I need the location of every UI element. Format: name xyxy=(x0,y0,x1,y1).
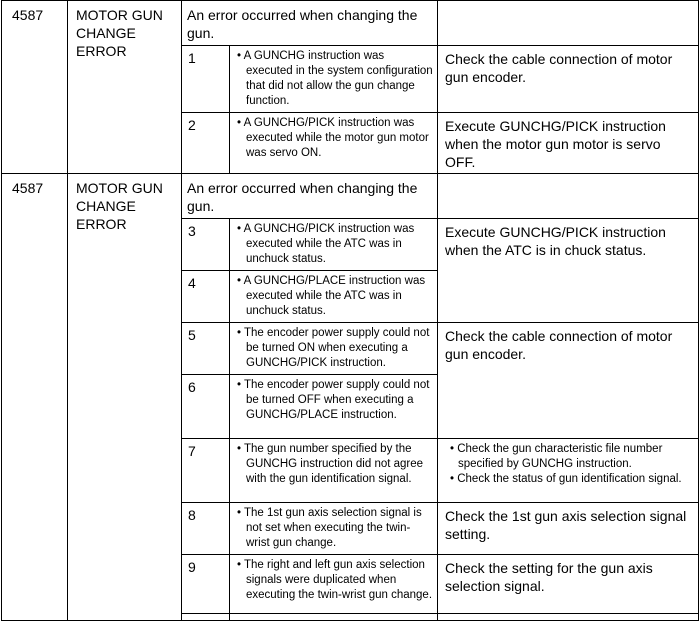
cause-text: • A GUNCHG/PICK instruction was executed while the motor gun motor was servo ON. xyxy=(230,113,438,174)
remedy-text: Execute GUNCHG/PICK instruction when the ATC is in chuck status. xyxy=(438,219,699,323)
empty-cell xyxy=(438,174,699,219)
empty-cell xyxy=(438,1,699,46)
cause-text: • The encoder power supply could not be turned ON when executing a GUNCHG/PICK instruction. xyxy=(230,323,438,375)
cause-number: 1 xyxy=(182,46,230,113)
cause-number: 2 xyxy=(182,113,230,174)
table-row xyxy=(2,1,699,46)
alarm-name-line: CHANGE xyxy=(76,198,136,214)
cause-number: 7 xyxy=(182,439,230,503)
alarm-name xyxy=(68,1,182,174)
cause-text: • The right and left gun axis selection signals were duplicated when executing the twin-wrist gun change. xyxy=(230,555,438,614)
table-row xyxy=(2,174,699,219)
cause-text: • The encoder power supply could not be turned OFF when executing a GUNCHG/PLACE instruction. xyxy=(230,375,438,439)
remedy-list-item: • Check the status of gun identification signal. xyxy=(450,473,682,485)
remedy-text: Check the setting for the gun axis selection signal. xyxy=(438,555,699,614)
remedy-text: Check the cable connection of motor gun encoder. xyxy=(438,46,699,113)
alarm-name-line: ERROR xyxy=(76,216,127,232)
alarm-description: An error occurred when changing the gun. xyxy=(182,1,438,46)
cause-number: 9 xyxy=(182,555,230,614)
alarm-name-line: MOTOR GUN xyxy=(76,7,163,23)
cause-number: 5 xyxy=(182,323,230,375)
alarm-name xyxy=(68,174,182,621)
cause-number: 6 xyxy=(182,375,230,439)
alarm-description: An error occurred when changing the gun. xyxy=(182,174,438,219)
cause-number: 4 xyxy=(182,271,230,323)
remedy-text: Execute GUNCHG/PICK instruction when the motor gun motor is servo OFF. xyxy=(438,113,699,174)
remedy-list-item: • Check the gun characteristic file number specified by GUNCHG instruction. xyxy=(450,443,663,470)
remedy-text: Check the cable connection of motor gun encoder. xyxy=(438,323,699,439)
remedy-text: Check the 1st gun axis selection signal setting. xyxy=(438,503,699,555)
alarm-name-line: ERROR xyxy=(76,43,127,59)
alarm-name-line: CHANGE xyxy=(76,25,136,41)
alarm-table xyxy=(1,0,699,621)
cause-text: • A GUNCHG/PICK instruction was executed while the ATC was in unchuck status. xyxy=(230,219,438,271)
cause-text: • A GUNCHG/PLACE instruction was executed while the ATC was in unchuck status. xyxy=(230,271,438,323)
alarm-name-line: MOTOR GUN xyxy=(76,180,163,196)
alarm-code: 4587 xyxy=(2,1,68,174)
cause-text: • A GUNCHG instruction was executed in the system configuration that did not allow the gun change function. xyxy=(230,46,438,113)
cause-text: • The 1st gun axis selection signal is not set when executing the twin-wrist gun change. xyxy=(230,503,438,555)
remedy-list xyxy=(438,439,699,503)
alarm-code: 4587 xyxy=(2,174,68,621)
cause-text: • The gun number specified by the GUNCHG instruction did not agree with the gun identification signal. xyxy=(230,439,438,503)
cause-number: 3 xyxy=(182,219,230,271)
cause-number: 8 xyxy=(182,503,230,555)
